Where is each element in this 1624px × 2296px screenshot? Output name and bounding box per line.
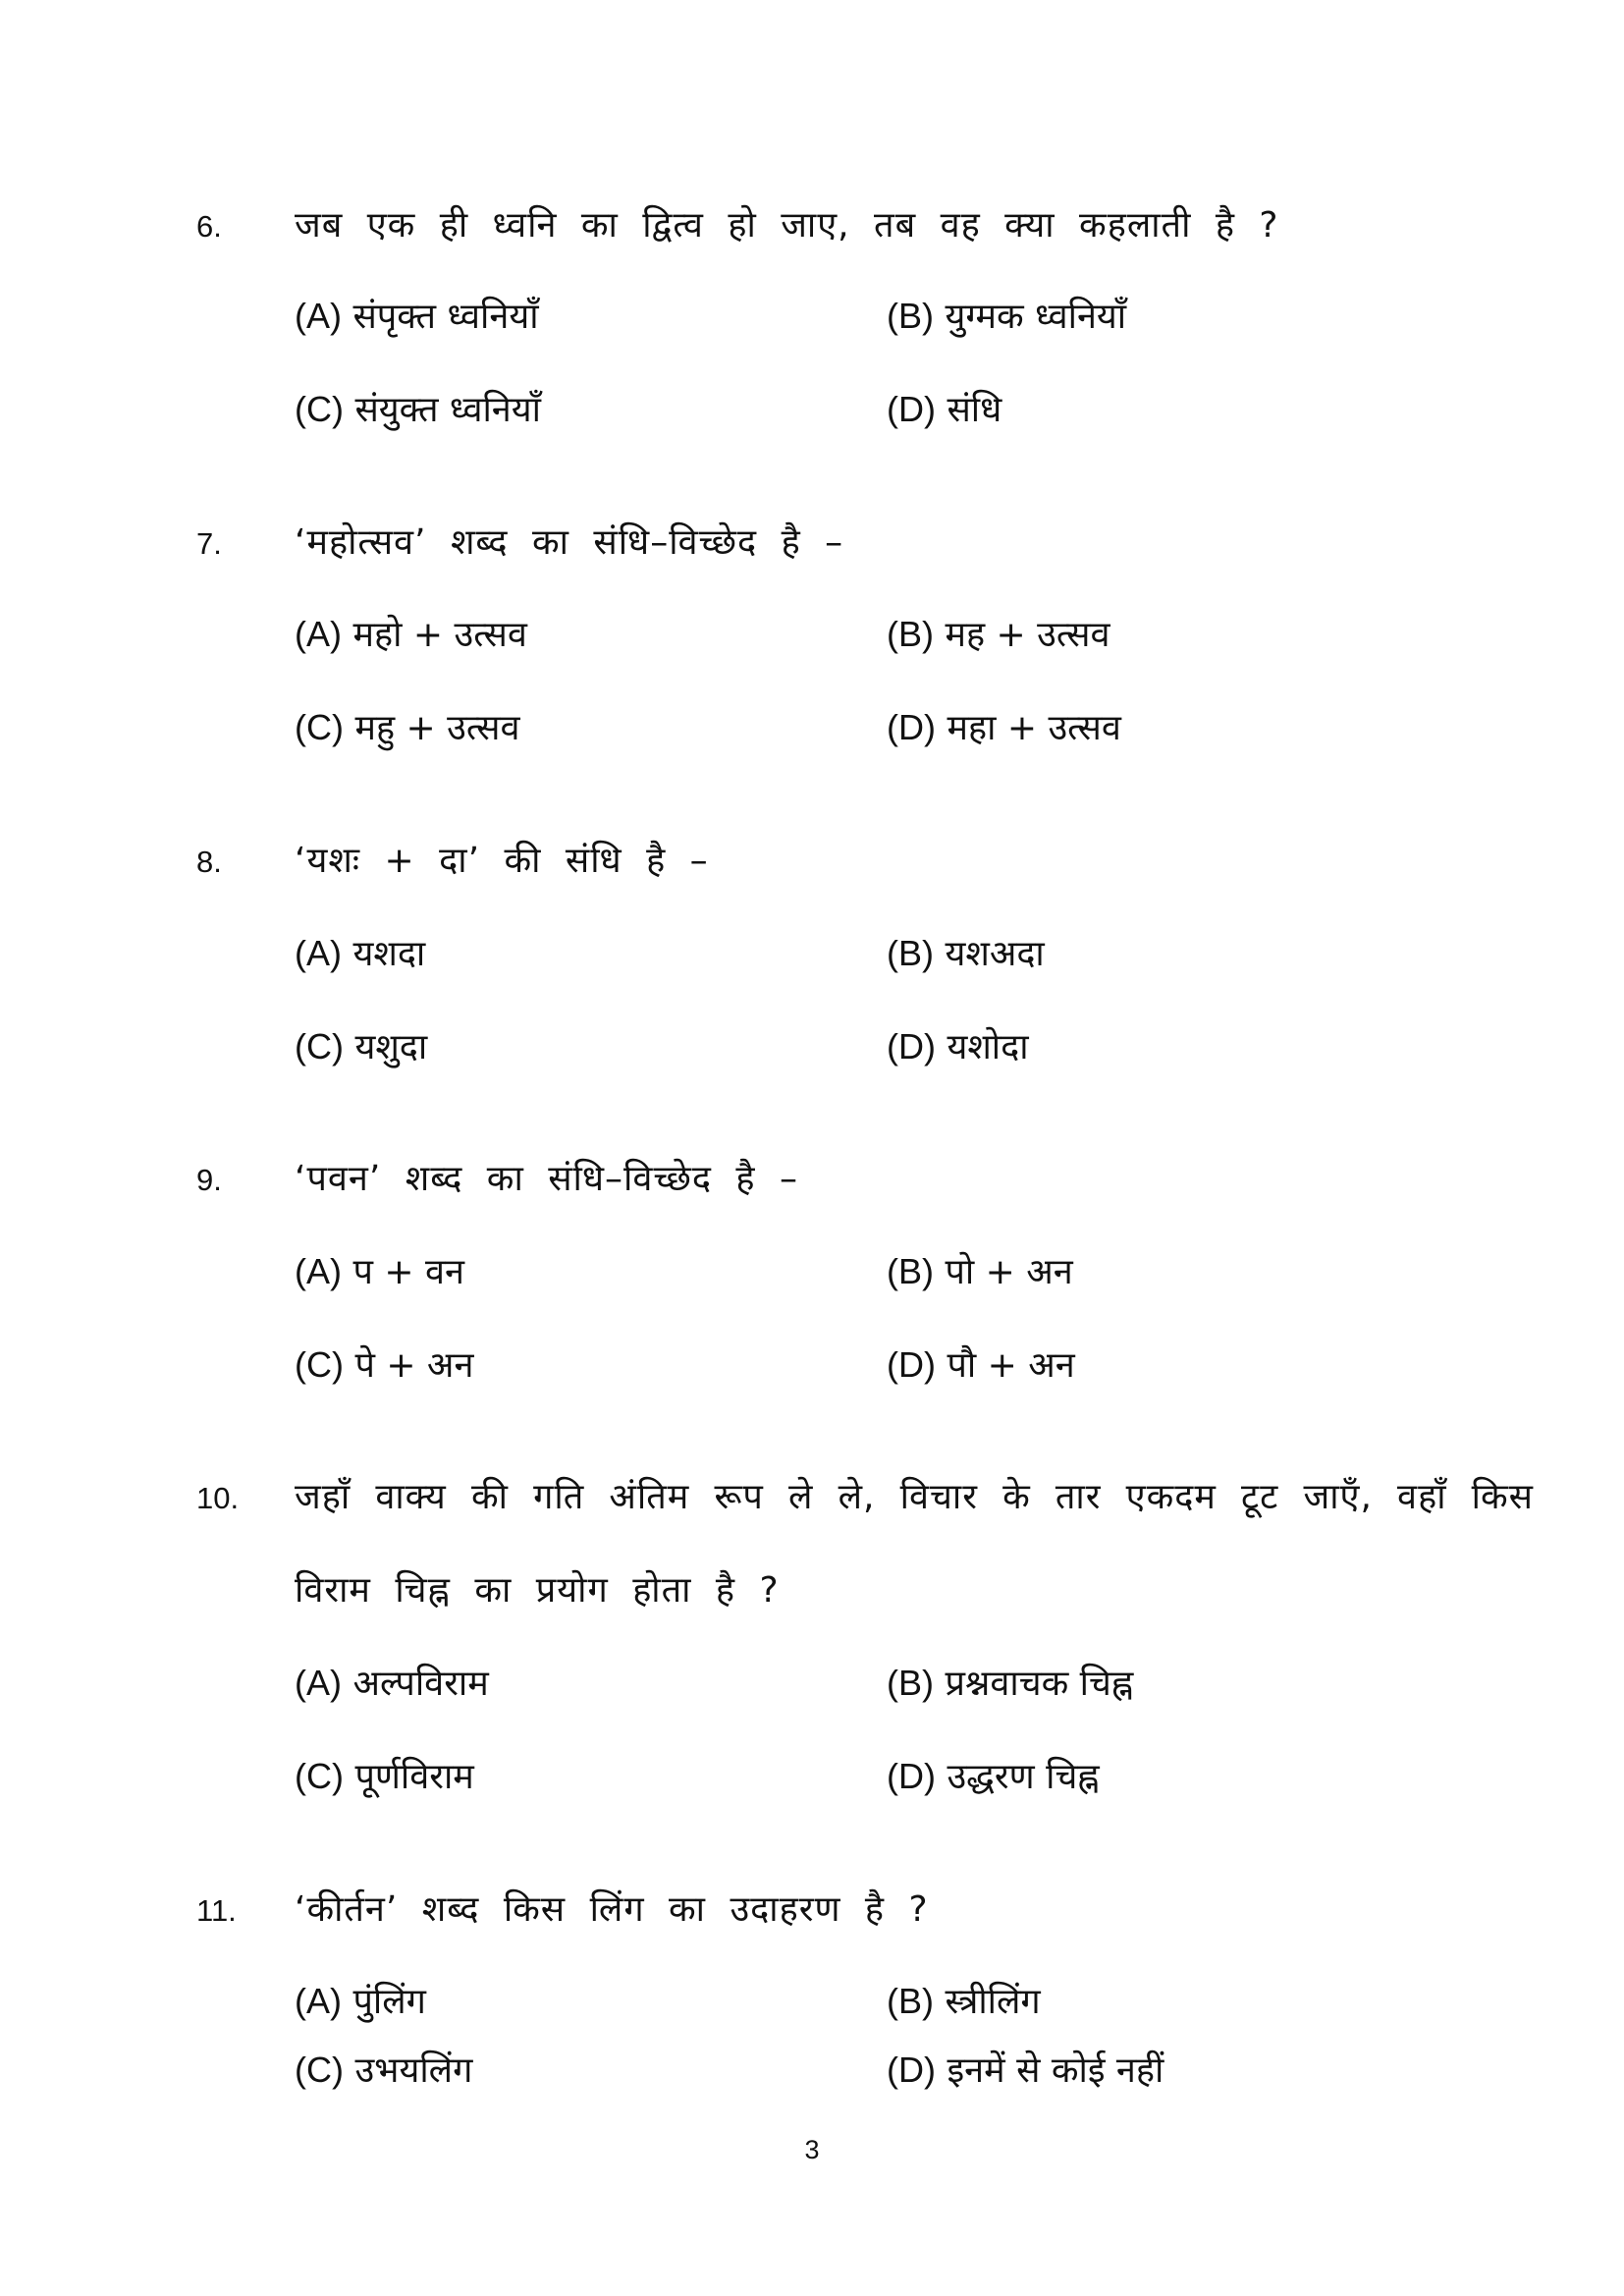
option-a[interactable] bbox=[295, 928, 425, 976]
option-text: पुंलिंग bbox=[352, 1982, 426, 2022]
option-text: प + वन bbox=[352, 1252, 464, 1292]
option-label: (B) bbox=[887, 296, 934, 336]
option-label: (B) bbox=[887, 933, 934, 973]
option-d[interactable] bbox=[887, 384, 1001, 432]
option-a[interactable] bbox=[295, 291, 539, 339]
option-text: प्रश्नवाचक चिह्न bbox=[945, 1664, 1134, 1704]
option-text: पे + अन bbox=[354, 1345, 474, 1386]
question-text: ‘महोत्सव’ शब्द का संधि–विच्छेद है – bbox=[295, 522, 844, 563]
option-text: संधि bbox=[947, 390, 1002, 430]
question-text: ‘कीर्तन’ शब्द किस लिंग का उदाहरण है ? bbox=[295, 1889, 929, 1930]
option-b[interactable] bbox=[887, 928, 1045, 976]
option-d[interactable] bbox=[887, 1021, 1029, 1069]
option-text: इनमें से कोई नहीं bbox=[947, 2050, 1164, 2091]
option-text: उद्धरण चिह्न bbox=[947, 1757, 1100, 1797]
option-text: महु + उत्सव bbox=[354, 708, 520, 748]
option-label: (B) bbox=[887, 614, 934, 654]
option-b[interactable] bbox=[887, 1976, 1041, 2024]
option-text: पौ + अन bbox=[947, 1345, 1075, 1386]
option-text: उभयलिंग bbox=[354, 2050, 473, 2091]
option-label: (D) bbox=[887, 2050, 936, 2090]
option-text: पो + अन bbox=[945, 1252, 1073, 1292]
option-text: यशुदा bbox=[354, 1027, 428, 1067]
option-label: (D) bbox=[887, 707, 936, 747]
page-number: 3 bbox=[804, 2135, 820, 2164]
option-a[interactable] bbox=[295, 1246, 464, 1294]
option-d[interactable] bbox=[887, 1751, 1100, 1799]
option-label: (A) bbox=[295, 933, 342, 973]
option-a[interactable] bbox=[295, 609, 527, 657]
option-a[interactable] bbox=[295, 1976, 426, 2024]
option-b[interactable] bbox=[887, 609, 1110, 657]
question-text-line2: विराम चिह्न का प्रयोग होता है ? bbox=[295, 1570, 780, 1611]
option-label: (D) bbox=[887, 1344, 936, 1385]
option-label: (A) bbox=[295, 1663, 342, 1703]
option-c[interactable] bbox=[295, 384, 541, 432]
option-d[interactable] bbox=[887, 702, 1121, 750]
option-label: (B) bbox=[887, 1251, 934, 1291]
question-number: 7. bbox=[196, 526, 222, 561]
option-label: (C) bbox=[295, 707, 344, 747]
option-text: मह + उत्सव bbox=[945, 615, 1110, 655]
option-c[interactable] bbox=[295, 1751, 474, 1799]
question-number: 6. bbox=[196, 209, 222, 244]
option-b[interactable] bbox=[887, 291, 1126, 339]
option-c[interactable] bbox=[295, 1339, 473, 1388]
option-label: (C) bbox=[295, 389, 344, 429]
option-label: (D) bbox=[887, 1026, 936, 1066]
option-c[interactable] bbox=[295, 2045, 472, 2093]
option-text: महा + उत्सव bbox=[947, 708, 1121, 748]
option-label: (A) bbox=[295, 1981, 342, 2021]
option-text: यशोदा bbox=[947, 1027, 1029, 1067]
option-text: स्त्रीलिंग bbox=[945, 1982, 1041, 2022]
option-c[interactable] bbox=[295, 1021, 427, 1069]
option-label: (A) bbox=[295, 1251, 342, 1291]
option-label: (C) bbox=[295, 1756, 344, 1796]
option-b[interactable] bbox=[887, 1658, 1133, 1706]
option-label: (A) bbox=[295, 296, 342, 336]
option-label: (B) bbox=[887, 1663, 934, 1703]
question-number: 11. bbox=[196, 1893, 237, 1928]
question-text: जहाँ वाक्य की गति अंतिम रूप ले ले, विचार के तार एकदम टूट जाएँ, वहाँ किस bbox=[295, 1477, 1534, 1517]
option-text: अल्पविराम bbox=[352, 1664, 489, 1704]
option-d[interactable] bbox=[887, 2045, 1164, 2093]
option-d[interactable] bbox=[887, 1339, 1075, 1388]
option-label: (C) bbox=[295, 1344, 344, 1385]
question-text: ‘यशः + दा’ की संधि है – bbox=[295, 841, 709, 881]
question-number: 10. bbox=[196, 1481, 240, 1515]
option-b[interactable] bbox=[887, 1246, 1073, 1294]
option-text: संयुक्त ध्वनियाँ bbox=[354, 390, 541, 430]
question-text: ‘पवन’ शब्द का संधि–विच्छेद है – bbox=[295, 1159, 798, 1199]
option-text: पूर्णविराम bbox=[354, 1757, 474, 1797]
option-label: (C) bbox=[295, 2050, 344, 2090]
option-text: यशअदा bbox=[945, 934, 1045, 974]
question-number: 8. bbox=[196, 845, 222, 879]
option-a[interactable] bbox=[295, 1658, 489, 1706]
option-label: (D) bbox=[887, 1756, 936, 1796]
option-text: संपृक्त ध्वनियाँ bbox=[352, 297, 539, 337]
option-text: यशदा bbox=[352, 934, 426, 974]
option-text: युग्मक ध्वनियाँ bbox=[945, 297, 1127, 337]
question-text: जब एक ही ध्वनि का द्वित्व हो जाए, तब वह क्या कहलाती है ? bbox=[295, 205, 1279, 246]
option-label: (B) bbox=[887, 1981, 934, 2021]
option-c[interactable] bbox=[295, 702, 520, 750]
option-text: महो + उत्सव bbox=[352, 615, 527, 655]
option-label: (C) bbox=[295, 1026, 344, 1066]
option-label: (D) bbox=[887, 389, 936, 429]
option-label: (A) bbox=[295, 614, 342, 654]
question-number: 9. bbox=[196, 1163, 222, 1197]
